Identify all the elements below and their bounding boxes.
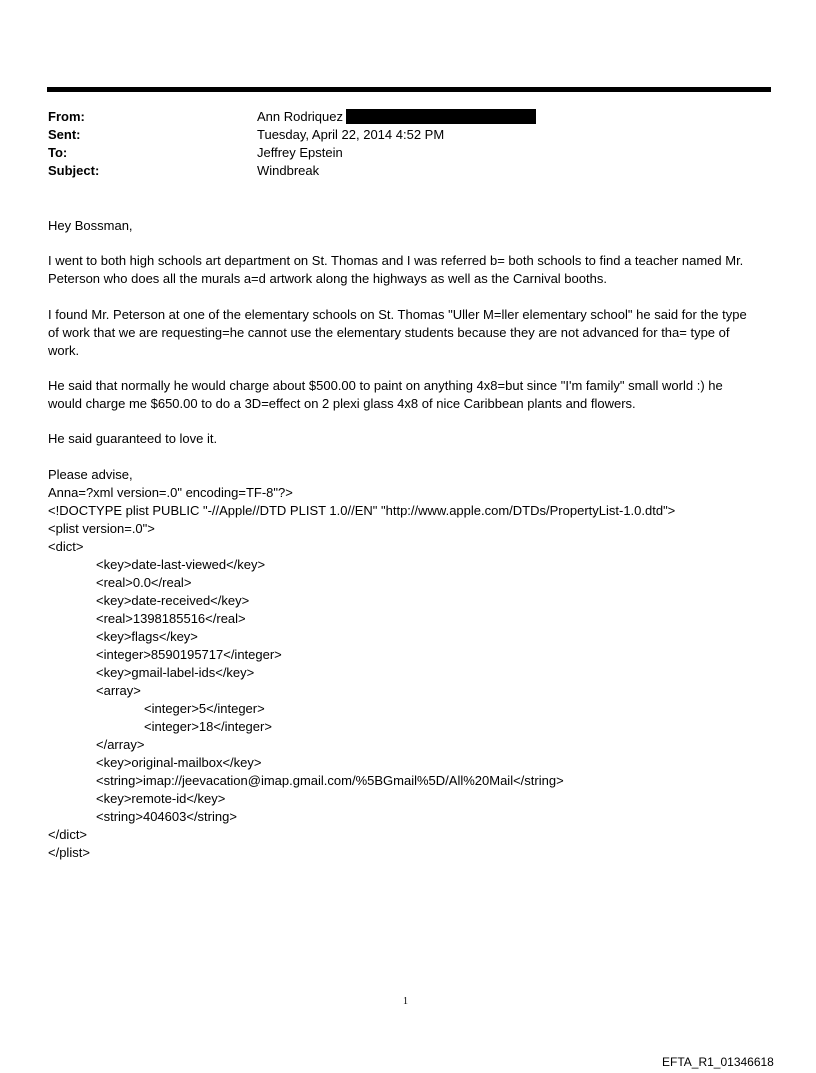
plist-line: </array> (96, 737, 145, 752)
paragraph-4: He said guaranteed to love it. (48, 431, 218, 446)
from-name: Ann Rodriquez (257, 109, 343, 124)
paragraph-3: He said that normally he would charge about $500.00 to paint on anything 4x8=but since "I'm family" small world :) he would charge me $650.00 to do a 3D=effect on 2 plexi glass 4x8 of nice Caribbean plants and flowers. (48, 378, 723, 411)
subject-label: Subject: (48, 163, 100, 178)
from-label: From: (48, 109, 85, 124)
plist-line: Anna=?xml version=.0" encoding=TF-8"?> (48, 485, 293, 500)
redaction-bar (346, 109, 536, 124)
greeting: Hey Bossman, (48, 218, 133, 233)
plist-line: <integer>5</integer> (144, 701, 265, 716)
plist-line: <real>0.0</real> (96, 575, 192, 590)
header-rule (47, 87, 771, 92)
plist-line: <key>remote-id</key> (96, 791, 226, 806)
plist-line: <array> (96, 683, 141, 698)
closing: Please advise, (48, 467, 133, 482)
plist-line: <key>date-last-viewed</key> (96, 557, 266, 572)
plist-line: <plist version=.0"> (48, 521, 155, 536)
subject-value: Windbreak (257, 163, 320, 178)
sent-value: Tuesday, April 22, 2014 4:52 PM (257, 127, 445, 142)
plist-line: <key>flags</key> (96, 629, 198, 644)
from-value (257, 108, 536, 126)
plist-line: <integer>8590195717</integer> (96, 647, 282, 662)
plist-line: </dict> (48, 827, 88, 842)
to-label: To: (48, 145, 68, 160)
plist-line: <string>404603</string> (96, 809, 237, 824)
document-id: EFTA_R1_01346618 (662, 1055, 774, 1069)
to-value: Jeffrey Epstein (257, 145, 343, 160)
sent-label: Sent: (48, 127, 81, 142)
paragraph-2: I found Mr. Peterson at one of the elementary schools on St. Thomas "Uller M=ller elementary school" he said for the type of work that we are requesting=he cannot use the elementary students because they are not advanced for tha= type of work. (48, 307, 747, 358)
plist-line: <integer>18</integer> (144, 719, 272, 734)
plist-line: <dict> (48, 539, 84, 554)
page-number: 1 (403, 996, 408, 1007)
plist-line: <real>1398185516</real> (96, 611, 246, 626)
plist-line: <string>imap://jeevacation@imap.gmail.com/%5BGmail%5D/All%20Mail</string> (96, 773, 564, 788)
plist-line: <key>original-mailbox</key> (96, 755, 262, 770)
paragraph-1: I went to both high schools art department on St. Thomas and I was referred b= both schools to find a teacher named Mr. Peterson who does all the murals a=d artwork along the highways as well as the Carnival booths. (48, 253, 744, 286)
plist-line: <key>gmail-label-ids</key> (96, 665, 255, 680)
plist-line: <!DOCTYPE plist PUBLIC "-//Apple//DTD PLIST 1.0//EN" "http://www.apple.com/DTDs/PropertyList-1.0.dtd"> (48, 503, 676, 518)
plist-line: <key>date-received</key> (96, 593, 250, 608)
plist-line: </plist> (48, 845, 90, 860)
